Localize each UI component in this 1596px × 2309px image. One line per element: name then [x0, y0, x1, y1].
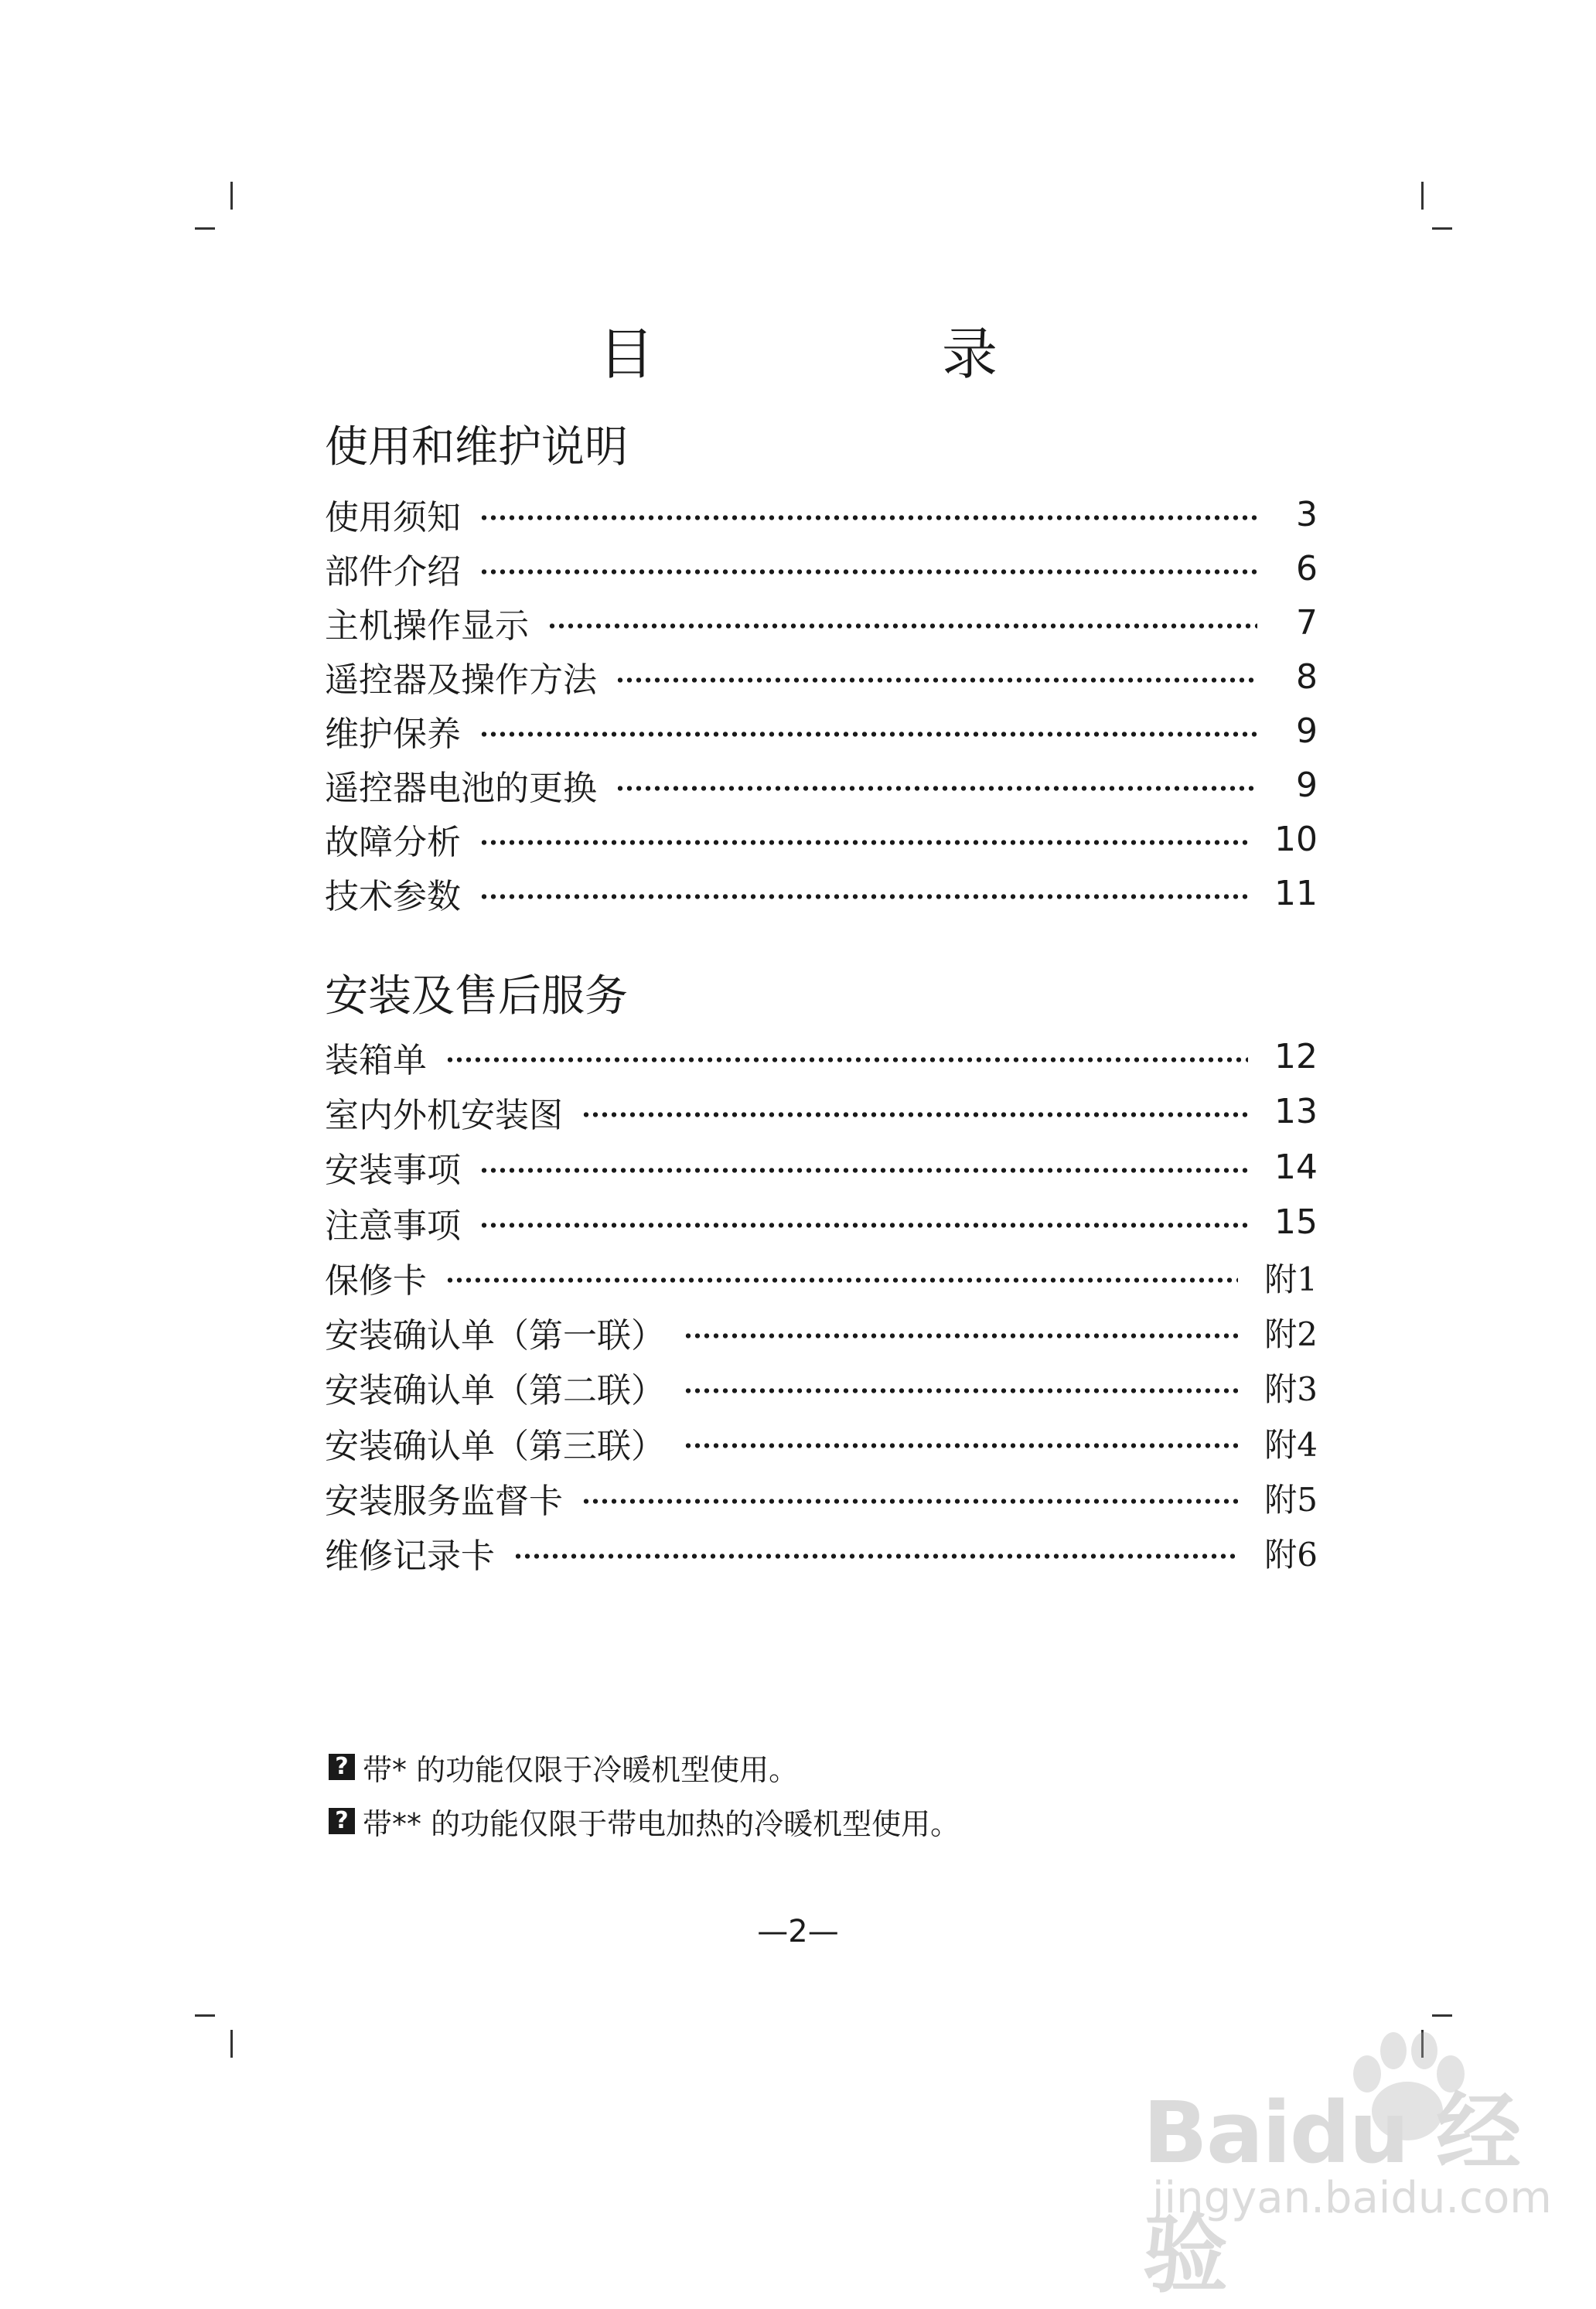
dot-leader	[479, 515, 1257, 520]
toc-entry-label: 装箱单	[325, 1040, 427, 1080]
toc-entry-page: 13	[1274, 1092, 1318, 1132]
toc-entry[interactable]	[325, 1360, 1318, 1415]
dot-leader	[479, 732, 1257, 737]
toc-entry[interactable]	[325, 1029, 1318, 1084]
toc-entry-page: 15	[1274, 1202, 1318, 1243]
toc-entry-page: 3	[1296, 494, 1318, 534]
toc-entry-label: 主机操作显示	[325, 606, 529, 646]
crop-mark-bottom-left-h	[195, 2014, 215, 2017]
crop-mark-bottom-right-h	[1432, 2014, 1452, 2017]
toc-entry[interactable]	[325, 541, 1318, 595]
toc-entry-page: 附2	[1264, 1315, 1318, 1354]
toc-entry-page: 6	[1296, 548, 1318, 588]
toc-entry-page: 附4	[1264, 1425, 1318, 1464]
toc-entry[interactable]	[325, 1415, 1318, 1470]
toc-entry-page: 9	[1296, 711, 1318, 751]
dot-leader	[581, 1112, 1248, 1117]
toc-entry[interactable]	[325, 1526, 1318, 1581]
question-mark-icon: ?	[329, 1754, 355, 1780]
toc-entry-label: 注意事项	[325, 1206, 461, 1246]
toc-entry[interactable]	[325, 650, 1318, 704]
footnotes	[329, 1740, 960, 1848]
toc-entry-label: 保修卡	[325, 1260, 427, 1301]
section-heading-installation: 安装及售后服务	[325, 971, 628, 1021]
dot-leader	[479, 894, 1248, 899]
footnote-text: 带** 的功能仅限于带电加热的冷暖机型使用。	[363, 1806, 960, 1841]
footnote	[329, 1794, 960, 1848]
toc-entry-page: 附5	[1264, 1481, 1318, 1519]
toc-entry[interactable]	[325, 758, 1318, 812]
toc-entry-label: 室内外机安装图	[325, 1095, 563, 1135]
toc-entry-page: 10	[1274, 819, 1318, 859]
toc-entry-page: 附3	[1264, 1370, 1318, 1409]
dot-leader	[479, 1168, 1248, 1173]
dot-leader	[479, 1223, 1248, 1228]
toc-entry-page: 14	[1274, 1147, 1318, 1187]
toc-entry-page: 11	[1274, 873, 1318, 913]
dot-leader	[616, 786, 1257, 791]
toc-entry-page: 12	[1274, 1037, 1318, 1077]
toc-entry-page: 附1	[1264, 1260, 1318, 1298]
baidu-watermark	[1137, 2026, 1552, 2304]
toc-list-usage	[325, 487, 1318, 920]
dot-leader	[581, 1499, 1238, 1504]
toc-entry-page: 附6	[1264, 1536, 1318, 1574]
toc-entry[interactable]	[325, 866, 1318, 920]
toc-entry-label: 安装事项	[325, 1151, 461, 1191]
toc-entry-label: 维护保养	[325, 715, 461, 754]
toc-entry-page: 7	[1296, 602, 1318, 643]
dot-leader	[513, 1554, 1238, 1559]
toc-entry-label: 安装确认单（第三联）	[325, 1426, 665, 1466]
toc-entry-page: 9	[1296, 765, 1318, 805]
watermark-url: jingyan.baidu.com	[1152, 2173, 1552, 2223]
crop-mark-top-left-h	[195, 227, 215, 230]
toc-entry-label: 安装确认单（第二联）	[325, 1371, 665, 1411]
toc-entry[interactable]	[325, 1305, 1318, 1359]
crop-mark-top-left-v	[230, 182, 233, 210]
toc-entry[interactable]	[325, 704, 1318, 758]
footnote-text: 带* 的功能仅限于冷暖机型使用。	[363, 1752, 799, 1787]
toc-entry[interactable]	[325, 1084, 1318, 1139]
toc-entry-page: 8	[1296, 657, 1318, 697]
toc-list-installation	[325, 1029, 1318, 1581]
toc-entry-label: 部件介绍	[325, 552, 461, 592]
dot-leader	[616, 677, 1257, 683]
dot-leader	[684, 1443, 1238, 1448]
dot-leader	[684, 1333, 1238, 1339]
toc-entry[interactable]	[325, 1195, 1318, 1250]
toc-entry-label: 故障分析	[325, 823, 461, 862]
toc-entry[interactable]	[325, 1250, 1318, 1305]
toc-entry-label: 遥控器电池的更换	[325, 769, 597, 808]
toc-entry-label: 安装确认单（第一联）	[325, 1316, 665, 1356]
toc-entry[interactable]	[325, 1470, 1318, 1525]
toc-entry[interactable]	[325, 1140, 1318, 1195]
crop-mark-top-right-h	[1432, 227, 1452, 230]
toc-entry-label: 维修记录卡	[325, 1536, 495, 1577]
question-mark-icon: ?	[329, 1808, 355, 1834]
toc-entry-label: 使用须知	[325, 498, 461, 537]
dot-leader	[479, 840, 1248, 845]
dot-leader	[479, 569, 1257, 575]
toc-entry-label: 技术参数	[325, 877, 461, 916]
crop-mark-top-right-v	[1421, 182, 1424, 210]
toc-entry-label: 安装服务监督卡	[325, 1482, 563, 1522]
toc-entry-label: 遥控器及操作方法	[325, 660, 597, 700]
section-heading-usage: 使用和维护说明	[325, 422, 628, 472]
toc-entry[interactable]	[325, 487, 1318, 541]
toc-entry[interactable]	[325, 595, 1318, 650]
dot-leader	[445, 1277, 1238, 1283]
footnote	[329, 1740, 960, 1794]
toc-entry[interactable]	[325, 812, 1318, 866]
dot-leader	[684, 1388, 1238, 1393]
watermark-brand: Baidu 经验	[1143, 2083, 1520, 2304]
page-number: —2—	[757, 1914, 839, 1949]
dot-leader	[547, 623, 1257, 629]
page-title: 目 录	[598, 322, 1113, 387]
dot-leader	[445, 1057, 1248, 1062]
crop-mark-bottom-left-v	[230, 2030, 233, 2058]
